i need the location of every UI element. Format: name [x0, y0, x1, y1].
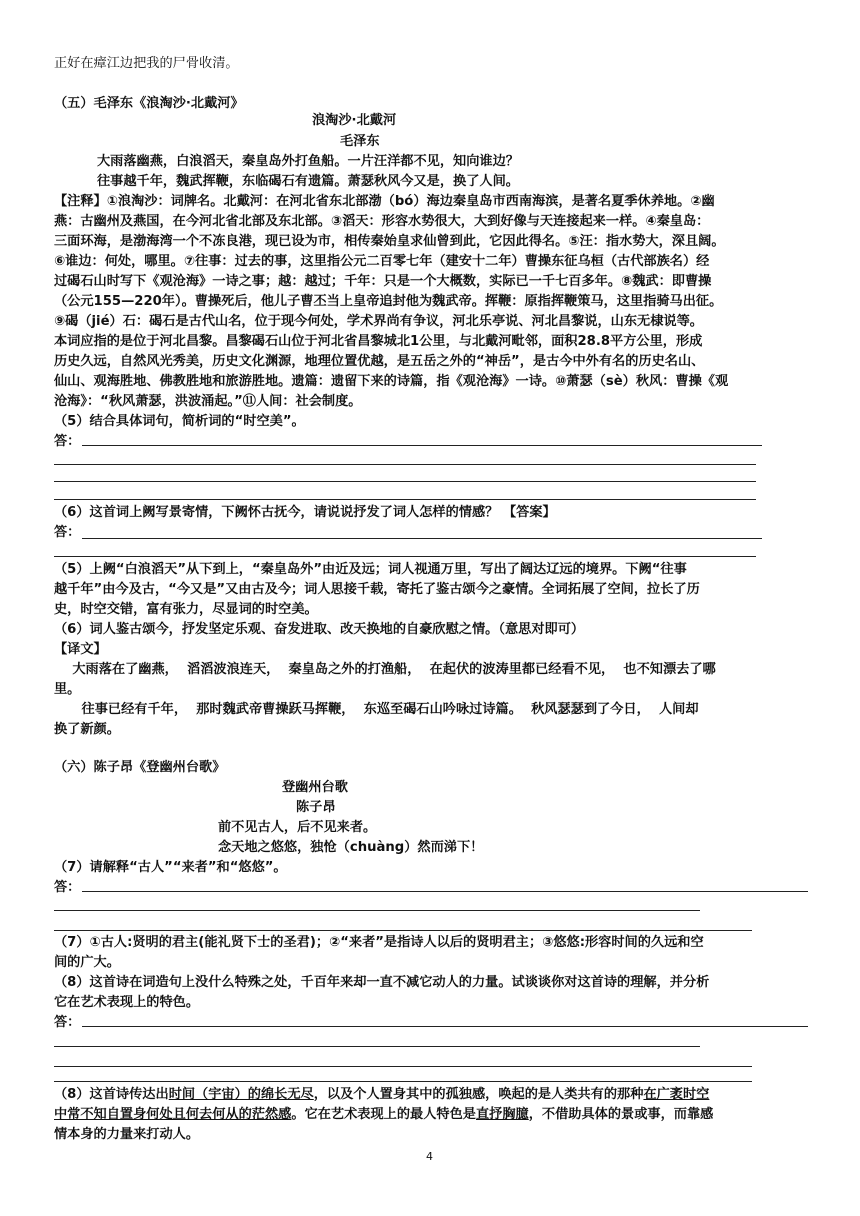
notes-line: 三面环海，是渤海湾一个不冻良港，现已设为市，相传秦始皇求仙曾到此，它因此得名。⑤汪：指水势大，深且阔。: [54, 234, 725, 249]
notes-line: 【注释】①浪淘沙：词牌名。北戴河：在河北省东北部渤（bó）海边秦皇岛市西南海滨，是著名夏季休养地。②幽: [54, 194, 715, 209]
answer-line[interactable]: [54, 1081, 752, 1082]
answer-8-text: [54, 1105, 713, 1125]
answer-8-key-phrase: 时间（宇宙）的绵长无尽: [168, 1087, 314, 1102]
question-6: （6）这首词上阙写景寄情，下阙怀古抚今，请说说抒发了词人怎样的情感？ 【答案】: [54, 505, 556, 520]
answer-8-key-phrase: 中常不知自置身何处且何去何从的茫然感: [54, 1107, 292, 1122]
notes-line: 本词应指的是位于河北昌黎。昌黎碣石山位于河北省昌黎城北1公里，与北戴河毗邻，面积28.8平方公里，形成: [54, 334, 703, 349]
answer-8-part: ，不借助具体的景或事，而靠感: [528, 1107, 714, 1122]
answer-line[interactable]: [82, 891, 808, 892]
answer-7-text: 间的广大。: [54, 955, 120, 970]
question-8: （8）这首诗在词造句上没什么特殊之处，千百年来却一直不减它动人的力量。试谈谈你对这首诗的理解，并分析: [54, 975, 710, 990]
answer-7-text: （7）①古人:贤明的君主(能礼贤下士的圣君)；②“来者”是指诗人以后的贤明君主；③悠悠:形容时间的久远和空: [54, 935, 704, 950]
answer-line[interactable]: [54, 910, 700, 911]
poem6-line: 前不见古人，后不见来者。: [218, 820, 377, 835]
answer-8-part: 。它在艺术表现上的最人特色是: [291, 1107, 476, 1122]
translation-line: 里。: [54, 682, 81, 697]
answer-8-key-phrase: 直抒胸臆: [476, 1107, 529, 1122]
answer-label: 答：: [54, 525, 81, 540]
answer-line[interactable]: [54, 464, 756, 465]
page-number: 4: [426, 1150, 433, 1163]
section5-heading: （五）毛泽东《浪淘沙·北戴河》: [54, 96, 244, 111]
answer-line[interactable]: [54, 930, 752, 931]
poem5-line: 大雨落幽燕，白浪滔天，秦皇岛外打鱼船。一片汪洋都不见，知向谁边？: [97, 154, 519, 169]
answer-8-part: （8）这首诗传达出: [54, 1087, 169, 1102]
answer-5-text: （5）上阙“白浪滔天”从下到上，“秦皇岛外”由近及远；词人视通万里，写出了阔达辽远的境界。下阙“往事: [54, 562, 687, 577]
question-8: 它在艺术表现上的特色。: [54, 995, 200, 1010]
answer-label: 答：: [54, 434, 81, 449]
poem6-author: 陈子昂: [296, 800, 336, 815]
notes-line: （公元155—220年）。曹操死后，他儿子曹丕当上皇帝追封他为魏武帝。挥鞭：原指挥鞭策马，这里指骑马出征。: [54, 294, 723, 309]
translation-line: 往事已经有千年， 那时魏武帝曹操跃马挥鞭， 东巡至碣石山吟咏过诗篇。 秋风瑟瑟到了今日， 人间却: [54, 702, 699, 717]
answer-line[interactable]: [82, 538, 762, 539]
answer-5-text: 史，时空交错，富有张力，尽显词的时空美。: [54, 602, 318, 617]
answer-line[interactable]: [54, 481, 756, 482]
notes-line: 历史久远，自然风光秀美，历史文化渊源，地理位置优越，是五岳之外的“神岳”，是古今中外有名的历史名山、: [54, 354, 705, 369]
question-7: （7）请解释“古人”“来者”和“悠悠”。: [54, 860, 287, 875]
answer-8-part: ，以及个人置身其中的孤独感，唤起的是人类共有的那种: [313, 1087, 644, 1102]
answer-line[interactable]: [54, 499, 756, 500]
notes-line: ⑨碣（jié）石：碣石是古代山名，位于现今何处，学术界尚有争议，河北乐亭说、河北昌黎说，山东无棣说等。: [54, 314, 703, 329]
answer-8-text: 情本身的力量来打动人。: [54, 1127, 200, 1142]
answer-5-text: 越千年”由今及古，“今又是”又由古及今；词人思接千载，寄托了鉴古颂今之豪情。全词拓展了空间，拉长了历: [54, 582, 700, 597]
poem5-author: 毛泽东: [340, 134, 380, 149]
answer-line[interactable]: [82, 1026, 808, 1027]
translation-line: 大雨落在了幽燕， 滔滔波浪连天， 秦皇岛之外的打渔船， 在起伏的波涛里都已经看不见， 也不知漂去了哪: [54, 662, 716, 677]
answer-8-key-phrase: 在广袤时空: [643, 1087, 710, 1102]
notes-line: ⑥谁边：何处，哪里。⑦往事：过去的事，这里指公元二百零七年（建安十二年）曹操东征乌桓（古代部族名）经: [54, 254, 710, 269]
poem5-title: 浪淘沙·北戴河: [312, 113, 397, 128]
answer-line[interactable]: [82, 445, 762, 446]
translation-label: 【译文】: [54, 642, 107, 657]
notes-line: 过碣石山时写下《观沧海》一诗之事；越：越过；千年：只是一个大概数，实际已一千七百多年。⑧魏武：即曹操: [54, 274, 712, 289]
notes-line: 沧海》：“秋风萧瑟，洪波涌起。”⑪人间：社会制度。: [54, 394, 362, 409]
translation-line: 换了新颜。: [54, 722, 120, 737]
notes-line: 燕：古幽州及燕国，在今河北省北部及东北部。③滔天：形容水势很大，大到好像与天连接起来一样。④秦皇岛：: [54, 214, 710, 229]
poem6-line: 念天地之悠悠，独怆（chuàng）然而涕下！: [218, 840, 484, 855]
answer-6-text: （6）词人鉴古颂今，抒发坚定乐观、奋发进取、改天换地的自豪欣慰之情。（意思对即可）: [54, 622, 585, 637]
answer-line[interactable]: [54, 1066, 752, 1067]
answer-line[interactable]: [54, 556, 756, 557]
answer-8-text: [54, 1085, 709, 1105]
question-5: （5）结合具体词句，简析词的“时空美”。: [54, 414, 305, 429]
poem5-line: 往事越千年，魏武挥鞭，东临碣石有遗篇。萧瑟秋风今又是，换了人间。: [97, 174, 519, 189]
poem6-title: 登幽州台歌: [282, 780, 348, 795]
notes-line: 仙山、观海胜地、佛教胜地和旅游胜地。遗篇：遗留下来的诗篇，指《观沧海》一诗。⑩萧瑟（sè）秋风：曹操《观: [54, 374, 729, 389]
answer-label: 答：: [54, 1015, 81, 1030]
answer-line[interactable]: [54, 1046, 700, 1047]
answer-label: 答：: [54, 880, 81, 895]
top-line: 正好在瘴江边把我的尸骨收清。: [54, 56, 239, 71]
section6-heading: （六）陈子昂《登幽州台歌》: [54, 760, 226, 775]
